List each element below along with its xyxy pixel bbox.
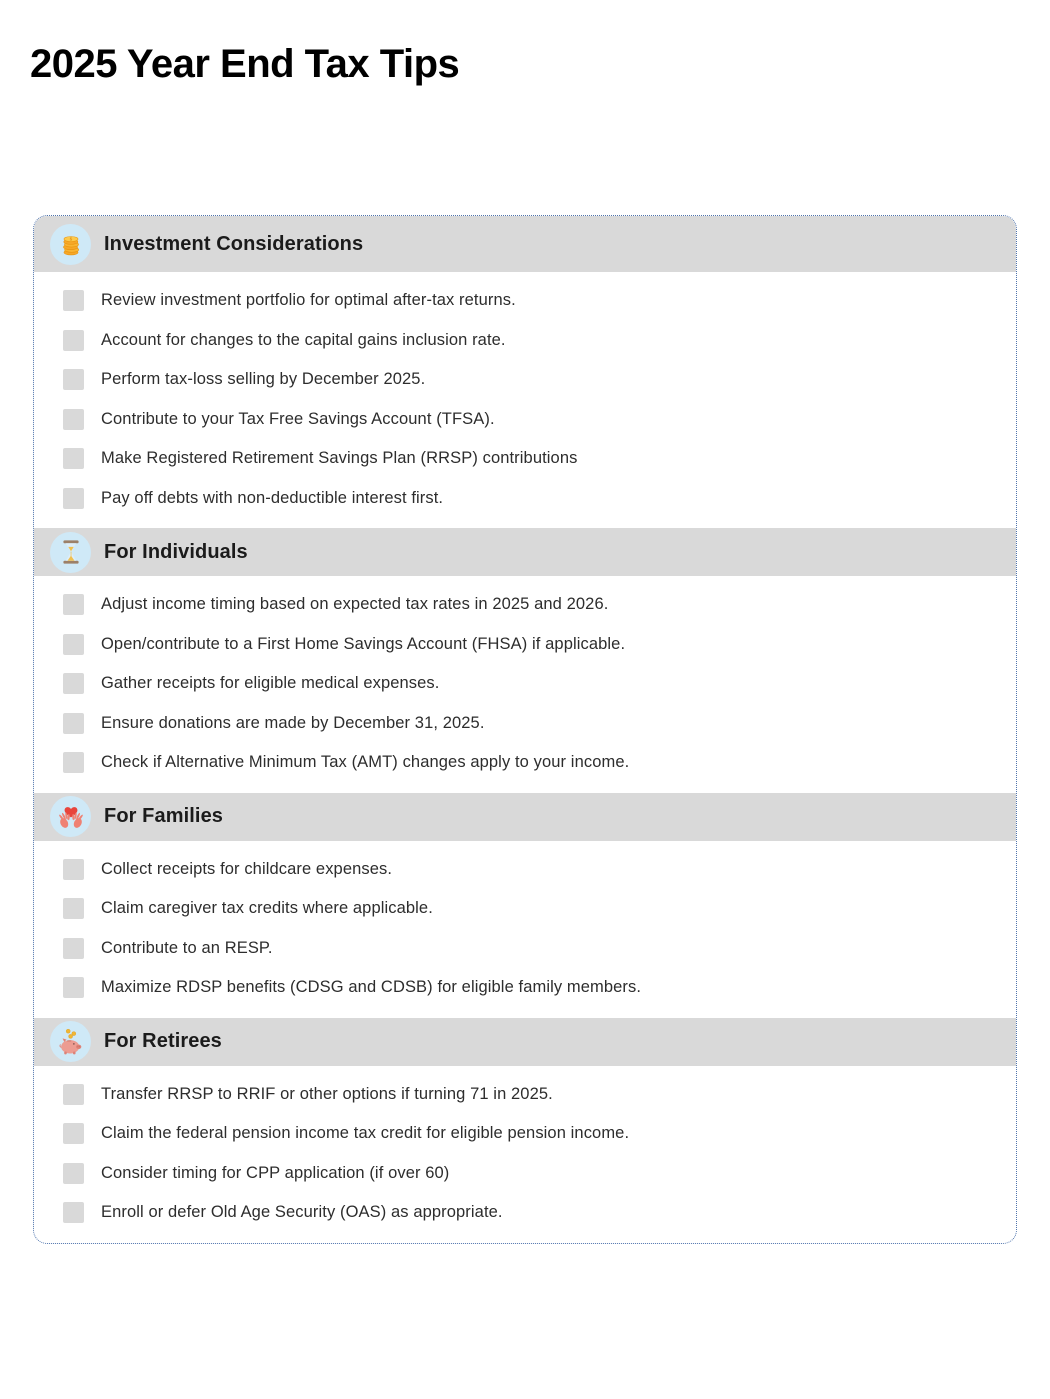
section-for-retirees bbox=[34, 1018, 1016, 1243]
checklist-item bbox=[34, 1193, 1016, 1233]
checklist-item bbox=[34, 1154, 1016, 1194]
checklist-item-label: Maximize RDSP benefits (CDSG and CDSB) for eligible family members. bbox=[101, 978, 642, 997]
checkbox[interactable] bbox=[63, 977, 84, 998]
heart-hands-icon bbox=[55, 801, 87, 833]
checklist-item-label: Make Registered Retirement Savings Plan (RRSP) contributions bbox=[101, 449, 578, 468]
checklist-item-label: Contribute to an RESP. bbox=[101, 938, 273, 957]
checkbox[interactable] bbox=[63, 369, 84, 390]
checklist-item bbox=[34, 400, 1016, 440]
checkbox[interactable] bbox=[63, 634, 84, 655]
icon-circle bbox=[50, 796, 91, 837]
section-title: Investment Considerations bbox=[104, 232, 364, 255]
checklist-item bbox=[34, 889, 1016, 929]
checklist-item-label: Pay off debts with non-deductible interest first. bbox=[101, 488, 444, 507]
section-for-individuals bbox=[34, 528, 1016, 793]
section-title: For Retirees bbox=[104, 1030, 222, 1052]
checkbox[interactable] bbox=[63, 290, 84, 311]
checklist-item-label: Ensure donations are made by December 31, 2025. bbox=[101, 713, 485, 732]
checklist-item-label: Claim the federal pension income tax credit for eligible pension income. bbox=[101, 1124, 630, 1143]
checklist-item-label: Consider timing for CPP application (if over 60) bbox=[101, 1163, 450, 1182]
checklist-item bbox=[34, 479, 1016, 519]
checklist-item-label: Collect receipts for childcare expenses. bbox=[101, 859, 393, 878]
piggy-bank-icon bbox=[55, 1026, 87, 1058]
checkbox[interactable] bbox=[63, 1163, 84, 1184]
icon-circle bbox=[50, 532, 91, 573]
icon-circle bbox=[50, 224, 91, 265]
checkbox[interactable] bbox=[63, 713, 84, 734]
checkbox[interactable] bbox=[63, 752, 84, 773]
svg-text:$: $ bbox=[69, 236, 72, 242]
checklist-item bbox=[34, 625, 1016, 665]
checklist-item bbox=[34, 704, 1016, 744]
checkbox[interactable] bbox=[63, 898, 84, 919]
checklist-item-label: Transfer RRSP to RRIF or other options if turning 71 in 2025. bbox=[101, 1084, 553, 1103]
checkbox[interactable] bbox=[63, 938, 84, 959]
checklist-item bbox=[34, 1114, 1016, 1154]
section-header bbox=[34, 1018, 1016, 1066]
section-title: For Families bbox=[104, 805, 224, 827]
checklist-item-label: Gather receipts for eligible medical expenses. bbox=[101, 674, 440, 693]
checklist-item bbox=[34, 360, 1016, 400]
checklist-item bbox=[34, 743, 1016, 783]
checkbox[interactable] bbox=[63, 859, 84, 880]
checklist-item-label: Check if Alternative Minimum Tax (AMT) changes apply to your income. bbox=[101, 753, 630, 772]
section-for-families bbox=[34, 793, 1016, 1018]
checklist-item bbox=[34, 281, 1016, 321]
checklist-item bbox=[34, 439, 1016, 479]
checklist-item bbox=[34, 664, 1016, 704]
checkbox[interactable] bbox=[63, 1084, 84, 1105]
checklist-item-label: Perform tax-loss selling by December 2025. bbox=[101, 370, 426, 389]
checkbox[interactable] bbox=[63, 448, 84, 469]
checklist-item bbox=[34, 585, 1016, 625]
checkbox[interactable] bbox=[63, 1202, 84, 1223]
checklist-item-label: Enroll or defer Old Age Security (OAS) as appropriate. bbox=[101, 1203, 503, 1222]
section-title: For Individuals bbox=[104, 540, 248, 563]
checklist-item bbox=[34, 929, 1016, 969]
icon-circle bbox=[50, 1021, 91, 1062]
section-header bbox=[34, 528, 1016, 576]
checkbox[interactable] bbox=[63, 488, 84, 509]
section-items bbox=[34, 1066, 1016, 1243]
checkbox[interactable] bbox=[63, 330, 84, 351]
checklist-item bbox=[34, 968, 1016, 1008]
section-investment-considerations bbox=[34, 216, 1016, 528]
checkbox[interactable] bbox=[63, 594, 84, 615]
checkbox[interactable] bbox=[63, 409, 84, 430]
checklist-item-label: Account for changes to the capital gains inclusion rate. bbox=[101, 330, 506, 349]
checklist-item-label: Claim caregiver tax credits where applicable. bbox=[101, 899, 433, 918]
hourglass-icon bbox=[55, 536, 87, 568]
checklist-item-label: Adjust income timing based on expected tax rates in 2025 and 2026. bbox=[101, 595, 609, 614]
checklist-item bbox=[34, 1075, 1016, 1115]
section-items bbox=[34, 576, 1016, 793]
section-header bbox=[34, 216, 1016, 272]
checklist-item-label: Contribute to your Tax Free Savings Account (TFSA). bbox=[101, 409, 495, 428]
section-header bbox=[34, 793, 1016, 841]
section-items bbox=[34, 841, 1016, 1018]
checklist-item-label: Open/contribute to a First Home Savings Account (FHSA) if applicable. bbox=[101, 634, 626, 653]
coins-stack-icon bbox=[55, 228, 87, 260]
page-title: 2025 Year End Tax Tips bbox=[30, 42, 460, 86]
checklist-item bbox=[34, 321, 1016, 361]
checklist-item bbox=[34, 850, 1016, 890]
tax-tips-checklist bbox=[33, 215, 1017, 1244]
checkbox[interactable] bbox=[63, 673, 84, 694]
section-items bbox=[34, 272, 1016, 528]
checklist-item-label: Review investment portfolio for optimal after-tax returns. bbox=[101, 291, 516, 310]
checkbox[interactable] bbox=[63, 1123, 84, 1144]
